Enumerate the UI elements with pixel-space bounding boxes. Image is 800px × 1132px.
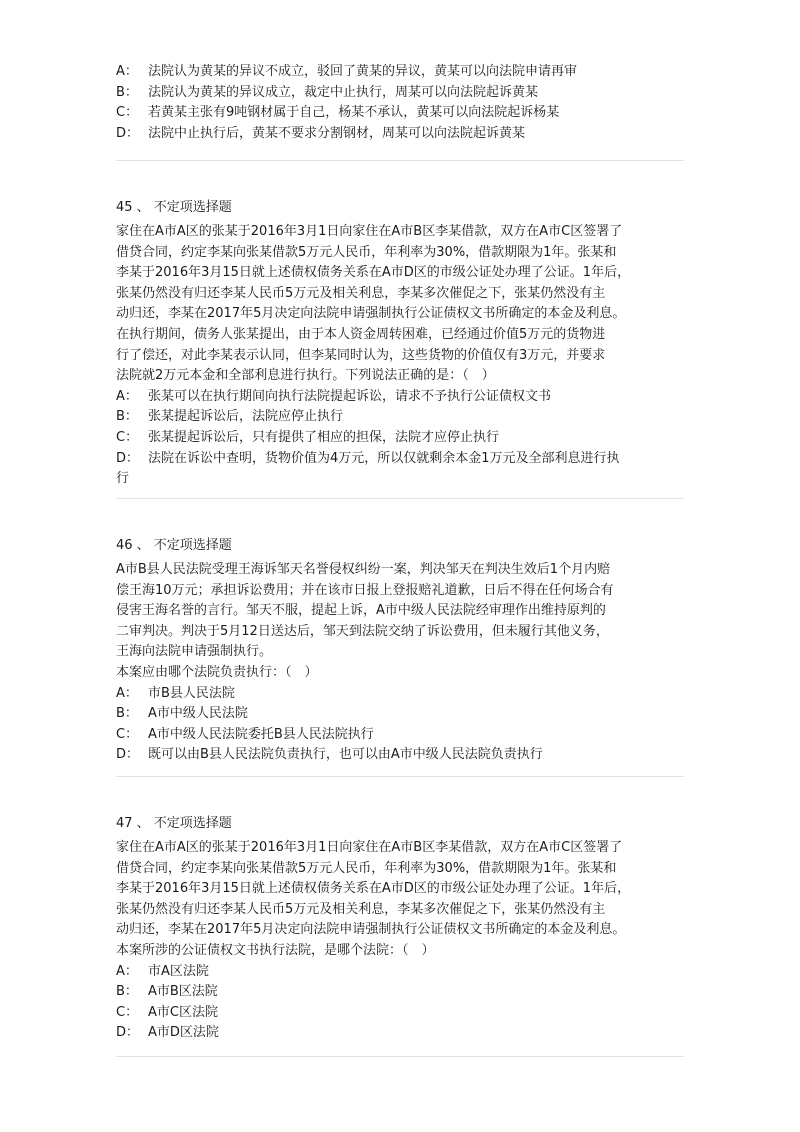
option-a: A： 张某可以在执行期间向执行法院提起诉讼，请求不予执行公证债权文书 [116,388,552,404]
question-text-line: 本案应由哪个法院负责执行：（ ） [116,664,318,680]
question-45-body [116,222,686,490]
question-47-body [116,838,686,1044]
question-text-line: 张某仍然没有归还李某人民币5万元及相关利息，李某多次催促之下，张某仍然没有主 [116,285,606,301]
option-d: D： A市D区法院 [116,1025,219,1041]
question-text-line: 本案所涉的公证债权文书执行法院，是哪个法院：（ ） [116,942,435,958]
question-text-line: 李某于2016年3月15日就上述债权债务关系在A市D区的市级公证处办理了公证。1年后， [116,265,631,281]
question-text-line: 借贷合同，约定李某向张某借款5万元人民币，年利率为30%，借款期限为1年。张某和 [116,860,617,876]
option-c: C： A市C区法院 [116,1004,218,1020]
question-text-line: A市B县人民法院受理王海诉邹天名誉侵权纠纷一案，判决邹天在判决生效后1个月内赔 [116,562,611,577]
option-c: C： 张某提起诉讼后，只有提供了相应的担保，法院才应停止执行 [116,429,500,445]
question-text-line: 偿王海10万元；承担诉讼费用；并在该市日报上登报赔礼道歉，日后不得在任何场合有 [116,582,614,598]
option-a: A： 市A区法院 [116,963,209,979]
option-d: D： 法院中止执行后，黄某不要求分割钢材，周某可以向法院起诉黄某 [116,125,526,141]
option-b: B： A市B区法院 [116,984,218,1000]
question-46-body [116,560,686,766]
q44-options [116,62,686,144]
option-b: B： 张某提起诉讼后，法院应停止执行 [116,409,344,425]
option-a: A： 市B县人民法院 [116,685,235,701]
option-d: D： 法院在诉讼中查明，货物价值为4万元，所以仅就剩余本金1万元及全部利息进行执 [116,450,620,466]
question-text-line: 张某仍然没有归还李某人民币5万元及相关利息，李某多次催促之下，张某仍然没有主 [116,901,606,917]
question-text-line: 在执行期间，债务人张某提出，由于本人资金周转困难，已经通过价值5万元的货物进 [116,326,606,342]
question-text-line: 二审判决。判决于5月12日送达后，邹天到法院交纳了诉讼费用，但未履行其他义务， [116,623,609,639]
divider [116,498,684,499]
question-text-line: 王海向法院申请强制执行。 [116,644,273,660]
divider [116,776,684,777]
option-b: B： 法院认为黄某的异议成立，裁定中止执行，周某可以向法院起诉黄某 [116,84,539,100]
divider [116,1056,684,1057]
question-text-line: 行了偿还，对此李某表示认同，但李某同时认为，这些货物的价值仅有3万元，并要求 [116,347,606,363]
question-text-line: 动归还，李某在2017年5月决定向法院申请强制执行公证债权文书所确定的本金及利息。 [116,306,626,322]
question-text-line: 借贷合同，约定李某向张某借款5万元人民币，年利率为30%，借款期限为1年。张某和 [116,244,617,260]
question-text-line: 侵害王海名誉的言行。邹天不服，提起上诉，A市中级人民法院经审理作出维持原判的 [116,603,606,619]
question-text-line: 李某于2016年3月15日就上述债权债务关系在A市D区的市级公证处办理了公证。1年后， [116,881,631,897]
option-d-continuation: 行 [116,471,130,487]
question-text-line: 家住在A市A区的张某于2016年3月1日向家住在A市B区李某借款，双方在A市C区签署了 [116,840,623,855]
question-47-heading: 47 、 不定项选择题 [116,816,232,831]
option-a: A： 法院认为黄某的异议不成立，驳回了黄某的异议，黄某可以向法院申请再审 [116,64,578,79]
question-text-line: 动归还，李某在2017年5月决定向法院申请强制执行公证债权文书所确定的本金及利息。 [116,922,626,938]
option-c: C： 若黄某主张有9吨钢材属于自己，杨某不承认，黄某可以向法院起诉杨某 [116,105,560,121]
question-46-heading: 46 、 不定项选择题 [116,538,232,553]
option-c: C： A市中级人民法院委托B县人民法院执行 [116,726,374,742]
question-text-line: 家住在A市A区的张某于2016年3月1日向家住在A市B区李某借款，双方在A市C区签署了 [116,224,623,239]
option-b: B： A市中级人民法院 [116,706,248,722]
question-45-heading: 45 、 不定项选择题 [116,200,232,215]
option-d: D： 既可以由B县人民法院负责执行，也可以由A市中级人民法院负责执行 [116,747,543,763]
divider [116,160,684,161]
question-text-line: 法院就2万元本金和全部利息进行执行。下列说法正确的是：（ ） [116,368,495,384]
